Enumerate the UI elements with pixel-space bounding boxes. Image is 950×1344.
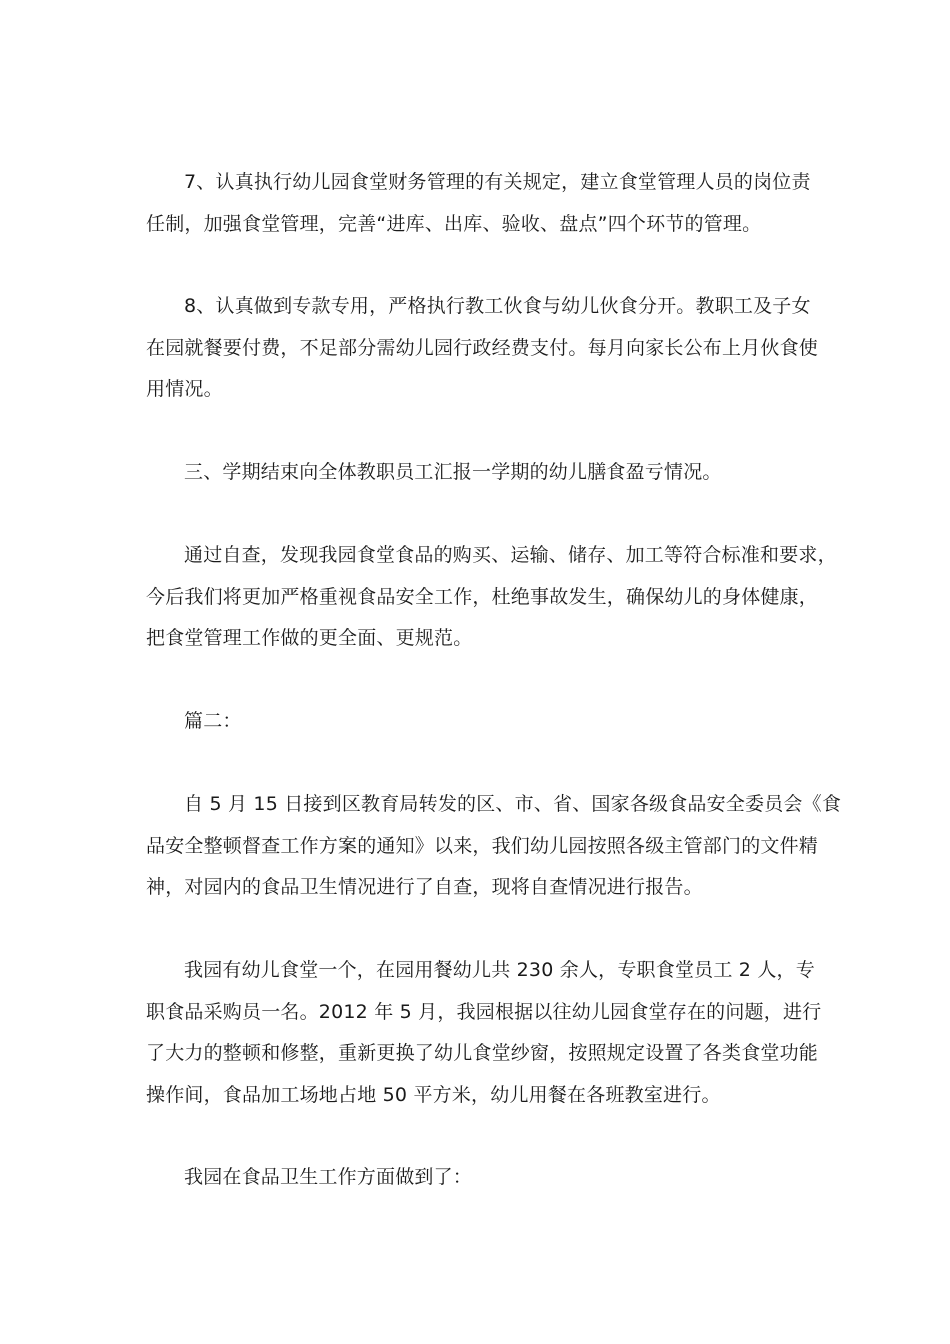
text-line: 神，对园内的食品卫生情况进行了自查，现将自查情况进行报告。 bbox=[146, 876, 703, 898]
text-line: 三、学期结束向全体教职员工汇报一学期的幼儿膳食盈亏情况。 bbox=[184, 461, 722, 483]
section-heading-3 bbox=[146, 452, 808, 494]
text-line: 用情况。 bbox=[146, 378, 223, 400]
paragraph-item-8 bbox=[146, 286, 819, 411]
text-line: 8、认真做到专款专用，严格执行教工伙食与幼儿伙食分开。教职工及子女 bbox=[184, 295, 811, 317]
text-line: 职食品采购员一名。2012 年 5 月，我园根据以往幼儿园食堂存在的问题，进行 bbox=[146, 1000, 822, 1023]
text-line: 篇二： bbox=[184, 710, 242, 732]
paragraph-achievements-intro bbox=[146, 1157, 808, 1199]
text-line: 在园就餐要付费，不足部分需幼儿园行政经费支付。每月向家长公布上月伙食使 bbox=[146, 336, 819, 359]
part-2-heading bbox=[146, 701, 808, 743]
text-line: 操作间，食品加工场地占地 50 平方米，幼儿用餐在各班教室进行。 bbox=[146, 1083, 721, 1106]
text-line: 通过自查，发现我园食堂食品的购买、运输、储存、加工等符合标准和要求， bbox=[184, 544, 837, 566]
text-line: 品安全整顿督查工作方案的通知》以来，我们幼儿园按照各级主管部门的文件精 bbox=[146, 834, 819, 857]
paragraph-item-7 bbox=[146, 162, 811, 245]
paragraph-overview bbox=[146, 950, 822, 1116]
text-line: 把食堂管理工作做的更全面、更规范。 bbox=[146, 627, 473, 649]
text-line: 任制，加强食堂管理，完善“进库、出库、验收、盘点”四个环节的管理。 bbox=[146, 212, 762, 235]
text-line: 了大力的整顿和修整，重新更换了幼儿食堂纱窗，按照规定设置了各类食堂功能 bbox=[146, 1042, 819, 1064]
text-line: 我园有幼儿食堂一个，在园用餐幼儿共 230 余人，专职食堂员工 2 人，专 bbox=[184, 959, 815, 981]
paragraph-intro bbox=[146, 784, 842, 909]
text-line: 今后我们将更加严格重视食品安全工作，杜绝事故发生，确保幼儿的身体健康， bbox=[146, 585, 819, 608]
paragraph-conclusion bbox=[146, 535, 837, 660]
text-line: 自 5 月 15 日接到区教育局转发的区、市、省、国家各级食品安全委员会《食 bbox=[184, 793, 842, 815]
text-line: 我园在食品卫生工作方面做到了： bbox=[184, 1166, 473, 1188]
text-line: 7、认真执行幼儿园食堂财务管理的有关规定，建立食堂管理人员的岗位责 bbox=[184, 171, 811, 193]
